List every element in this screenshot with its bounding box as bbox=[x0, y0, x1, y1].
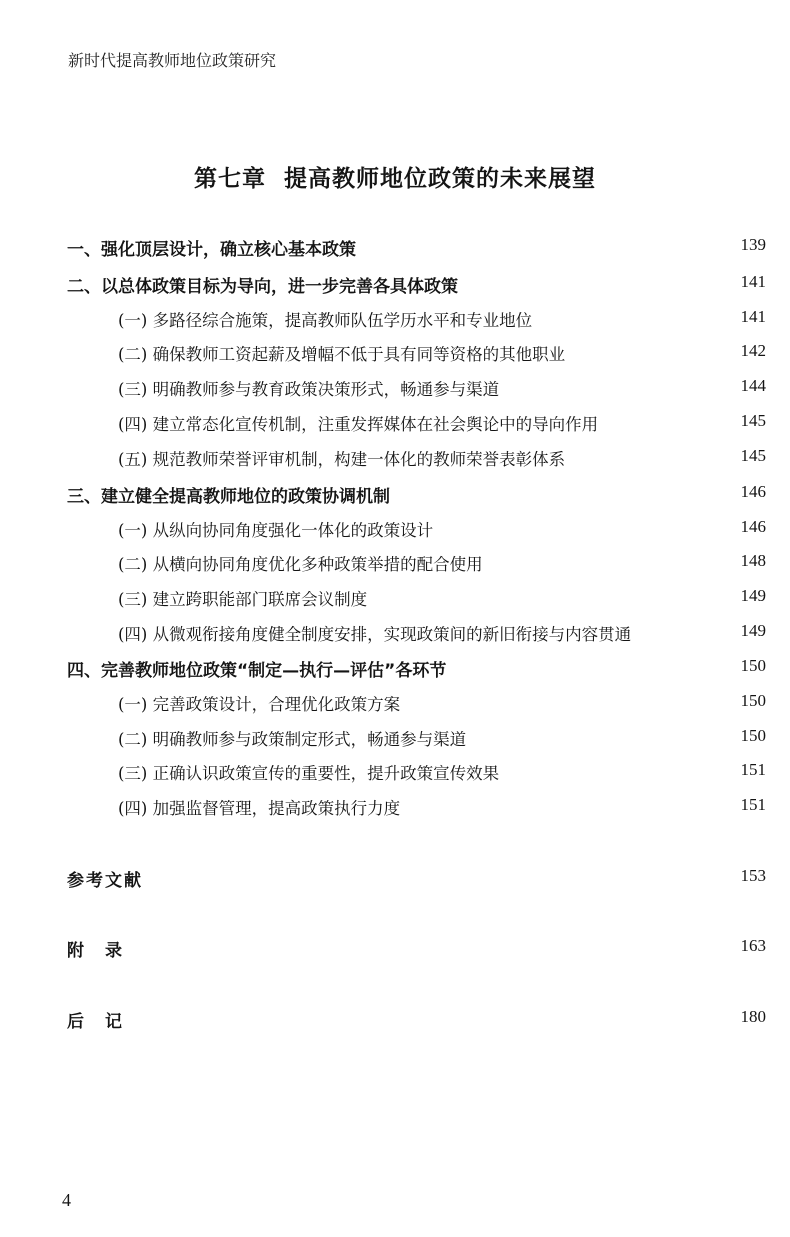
toc-entry-label: 一、强化顶层设计，确立核心基本政策 bbox=[67, 240, 356, 260]
toc-entry-page: 150 bbox=[740, 656, 766, 675]
toc-entry-label: (二) 从横向协同角度优化多种政策举措的配合使用 bbox=[118, 555, 483, 574]
toc-entry[interactable] bbox=[0, 482, 790, 512]
toc-entry-page: 151 bbox=[740, 760, 766, 779]
toc-entry-page: 150 bbox=[740, 691, 766, 710]
toc-entry-page: 145 bbox=[740, 411, 766, 430]
toc-entry-label: (五) 规范教师荣誉评审机制，构建一体化的教师荣誉表彰体系 bbox=[118, 450, 566, 469]
toc-entry-label: 附 录 bbox=[67, 941, 124, 961]
toc-entry-page: 146 bbox=[740, 517, 766, 536]
toc-entry-label: (一) 多路径综合施策，提高教师队伍学历水平和专业地位 bbox=[118, 311, 533, 330]
toc-entry-page: 150 bbox=[740, 726, 766, 745]
toc-entry-afterword[interactable] bbox=[0, 1007, 790, 1037]
toc-entry-label: (一) 完善政策设计，合理优化政策方案 bbox=[118, 695, 401, 714]
toc-entry[interactable] bbox=[0, 726, 790, 756]
toc-entry-appendix[interactable] bbox=[0, 936, 790, 966]
toc-entry[interactable] bbox=[0, 341, 790, 371]
toc-entry-page: 149 bbox=[740, 621, 766, 640]
toc-entry-references[interactable] bbox=[0, 866, 790, 896]
toc-entry-label: 四、完善教师地位政策“制定—执行—评估”各环节 bbox=[67, 661, 447, 681]
toc-entry-page: 151 bbox=[740, 795, 766, 814]
toc-entry-page: 163 bbox=[740, 936, 766, 955]
toc-entry-label: 后 记 bbox=[67, 1012, 124, 1032]
toc-entry-page: 145 bbox=[740, 446, 766, 465]
toc-entry-page: 149 bbox=[740, 586, 766, 605]
toc-entry-page: 139 bbox=[740, 235, 766, 254]
toc-entry[interactable] bbox=[0, 586, 790, 616]
toc-entry-page: 142 bbox=[740, 341, 766, 360]
chapter-title: 提高教师地位政策的未来展望 bbox=[284, 166, 596, 192]
toc-entry[interactable] bbox=[0, 411, 790, 441]
toc-entry-page: 180 bbox=[740, 1007, 766, 1026]
toc-entry-label: 参考文献 bbox=[67, 871, 143, 891]
toc-entry-label: (二) 明确教师参与政策制定形式，畅通参与渠道 bbox=[118, 730, 467, 749]
toc-entry-page: 141 bbox=[740, 272, 766, 291]
chapter-number: 第七章 bbox=[194, 166, 266, 192]
page-number: 4 bbox=[62, 1190, 71, 1210]
toc-entry[interactable] bbox=[0, 760, 790, 790]
toc-entry-page: 146 bbox=[740, 482, 766, 501]
toc-entry-label: (二) 确保教师工资起薪及增幅不低于具有同等资格的其他职业 bbox=[118, 345, 566, 364]
toc-entry[interactable] bbox=[0, 446, 790, 476]
toc-entry-page: 144 bbox=[740, 376, 766, 395]
toc-entry[interactable] bbox=[0, 517, 790, 547]
toc-entry[interactable] bbox=[0, 235, 790, 265]
toc-entry-label: (三) 建立跨职能部门联席会议制度 bbox=[118, 590, 368, 609]
toc-entry-label: (一) 从纵向协同角度强化一体化的政策设计 bbox=[118, 521, 434, 540]
toc-entry[interactable] bbox=[0, 551, 790, 581]
toc-entry[interactable] bbox=[0, 621, 790, 651]
toc-entry-label: 二、以总体政策目标为导向，进一步完善各具体政策 bbox=[67, 277, 458, 297]
toc-entry-label: (四) 建立常态化宣传机制，注重发挥媒体在社会舆论中的导向作用 bbox=[118, 415, 599, 434]
toc-entry-label: (三) 正确认识政策宣传的重要性，提升政策宣传效果 bbox=[118, 764, 500, 783]
toc-entry[interactable] bbox=[0, 656, 790, 686]
toc-entry-label: (四) 加强监督管理，提高政策执行力度 bbox=[118, 799, 401, 818]
chapter-heading bbox=[0, 160, 790, 193]
toc-entry[interactable] bbox=[0, 691, 790, 721]
running-header: 新时代提高教师地位政策研究 bbox=[68, 51, 277, 70]
toc-entry-label: (三) 明确教师参与教育政策决策形式，畅通参与渠道 bbox=[118, 380, 500, 399]
toc-entry[interactable] bbox=[0, 272, 790, 302]
toc-entry-page: 148 bbox=[740, 551, 766, 570]
toc-entry-label: 三、建立健全提高教师地位的政策协调机制 bbox=[67, 487, 390, 507]
toc-entry-label: (四) 从微观衔接角度健全制度安排，实现政策间的新旧衔接与内容贯通 bbox=[118, 625, 632, 644]
toc-entry[interactable] bbox=[0, 307, 790, 337]
toc-entry[interactable] bbox=[0, 376, 790, 406]
toc-entry-page: 153 bbox=[740, 866, 766, 885]
toc-entry[interactable] bbox=[0, 795, 790, 825]
toc-entry-page: 141 bbox=[740, 307, 766, 326]
